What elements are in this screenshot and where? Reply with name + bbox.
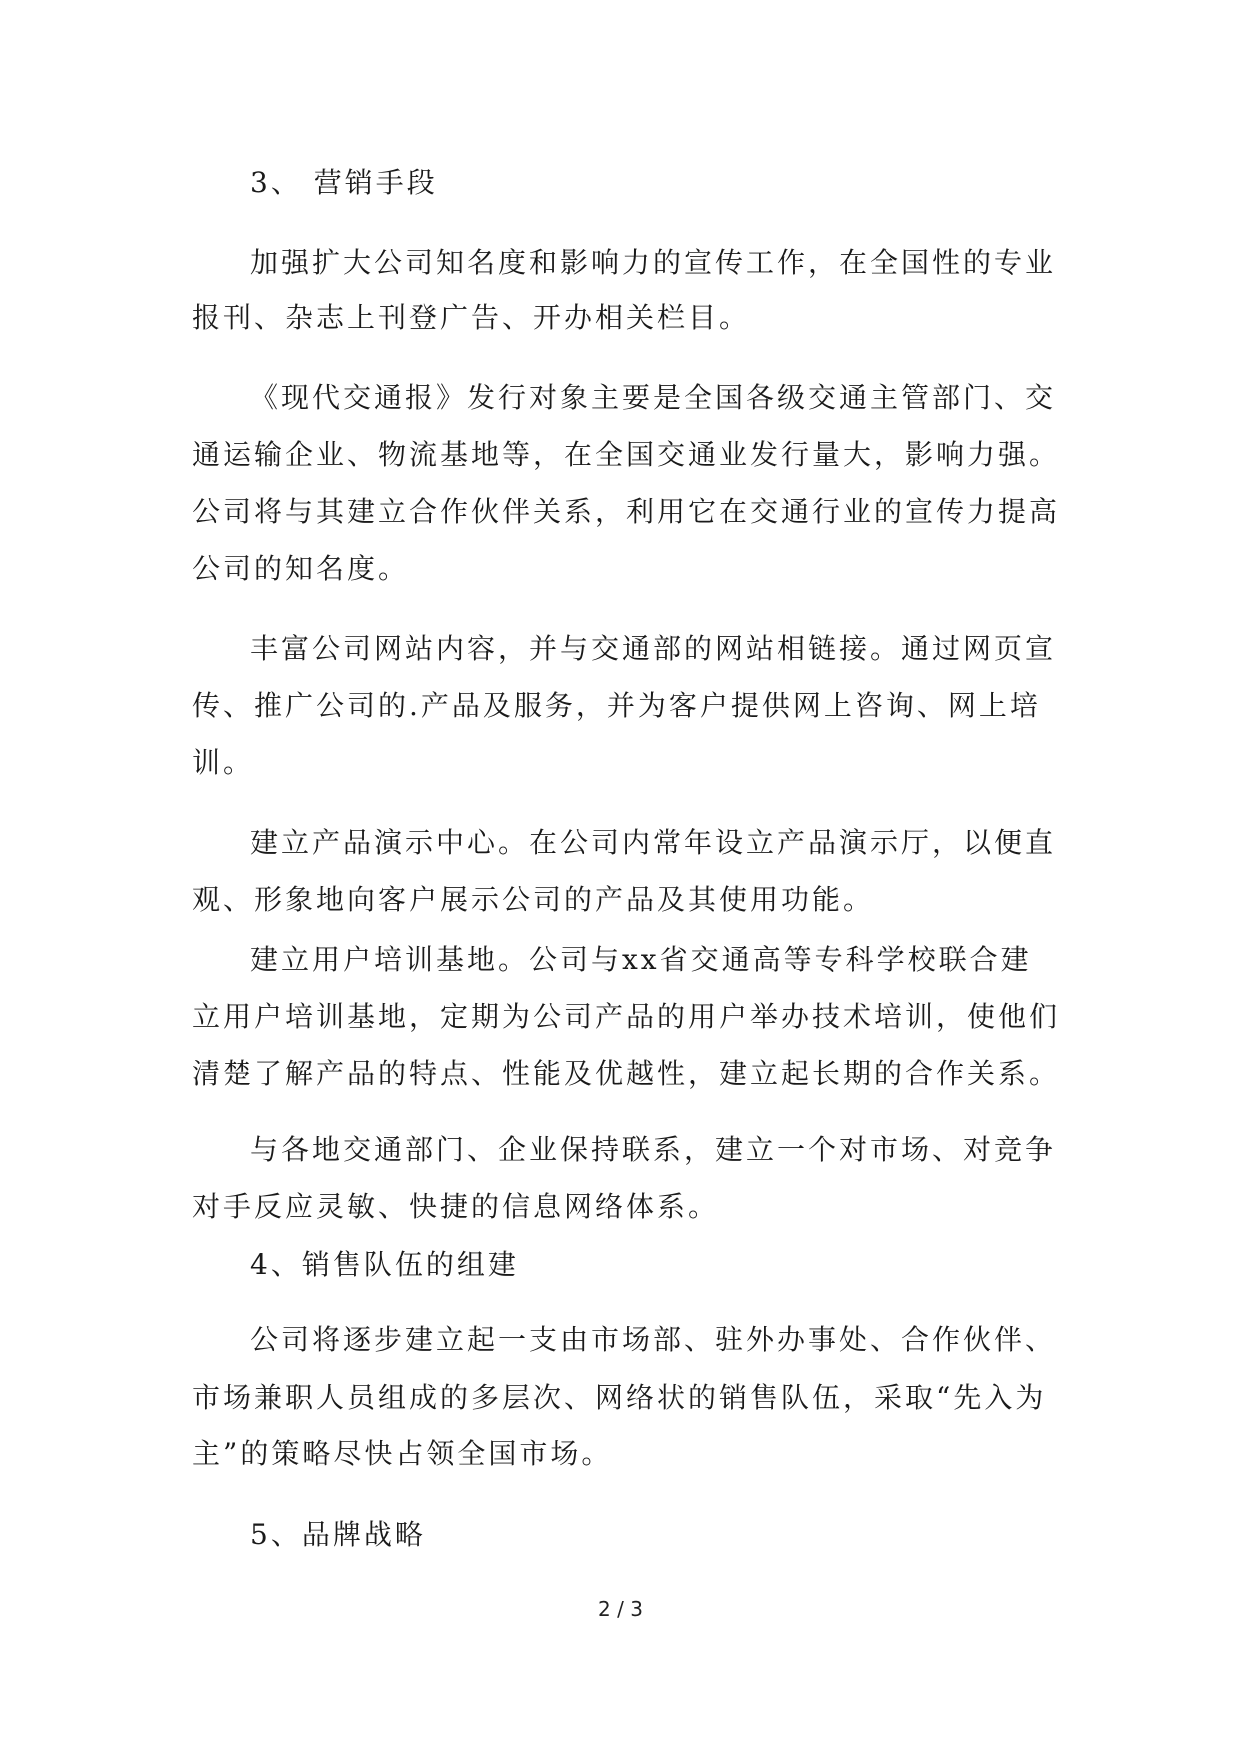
paragraph-line: 报刊、杂志上刊登广告、开办相关栏目。: [192, 301, 751, 334]
paragraph-line: 公司的知名度。: [192, 552, 410, 585]
paragraph-line: 与各地交通部门、企业保持联系，建立一个对市场、对竞争: [250, 1133, 1057, 1166]
paragraph-line: 观、形象地向客户展示公司的产品及其使用功能。: [192, 883, 875, 916]
section-heading-brand-strategy: 5、品牌战略: [250, 1518, 426, 1551]
paragraph-line: 《现代交通报》发行对象主要是全国各级交通主管部门、交: [250, 381, 1057, 414]
paragraph-line: 丰富公司网站内容，并与交通部的网站相链接。通过网页宣: [250, 632, 1057, 665]
paragraph-line: 立用户培训基地，定期为公司产品的用户举办技术培训，使他们: [192, 1000, 1061, 1033]
paragraph-line: 市场兼职人员组成的多层次、网络状的销售队伍，采取“先入为: [192, 1381, 1047, 1414]
paragraph-line: 建立用户培训基地。公司与xx省交通高等专科学校联合建: [250, 943, 1032, 976]
section-heading-marketing: 3、 营销手段: [250, 166, 438, 199]
page-number: 2 / 3: [598, 1597, 643, 1621]
paragraph-line: 传、推广公司的.产品及服务，并为客户提供网上咨询、网上培: [192, 689, 1041, 722]
paragraph-line: 清楚了解产品的特点、性能及优越性，建立起长期的合作关系。: [192, 1057, 1061, 1090]
paragraph-line: 建立产品演示中心。在公司内常年设立产品演示厅，以便直: [250, 826, 1057, 859]
paragraph-line: 训。: [192, 746, 255, 779]
section-heading-sales-team: 4、销售队伍的组建: [250, 1248, 519, 1281]
paragraph-line: 公司将与其建立合作伙伴关系，利用它在交通行业的宣传力提高: [192, 495, 1061, 528]
paragraph-line: 公司将逐步建立起一支由市场部、驻外办事处、合作伙伴、: [250, 1323, 1057, 1356]
paragraph-line: 加强扩大公司知名度和影响力的宣传工作，在全国性的专业: [250, 246, 1057, 279]
paragraph-line: 主”的策略尽快占领全国市场。: [192, 1437, 613, 1470]
paragraph-line: 对手反应灵敏、快捷的信息网络体系。: [192, 1190, 720, 1223]
paragraph-line: 通运输企业、物流基地等，在全国交通业发行量大，影响力强。: [192, 438, 1061, 471]
